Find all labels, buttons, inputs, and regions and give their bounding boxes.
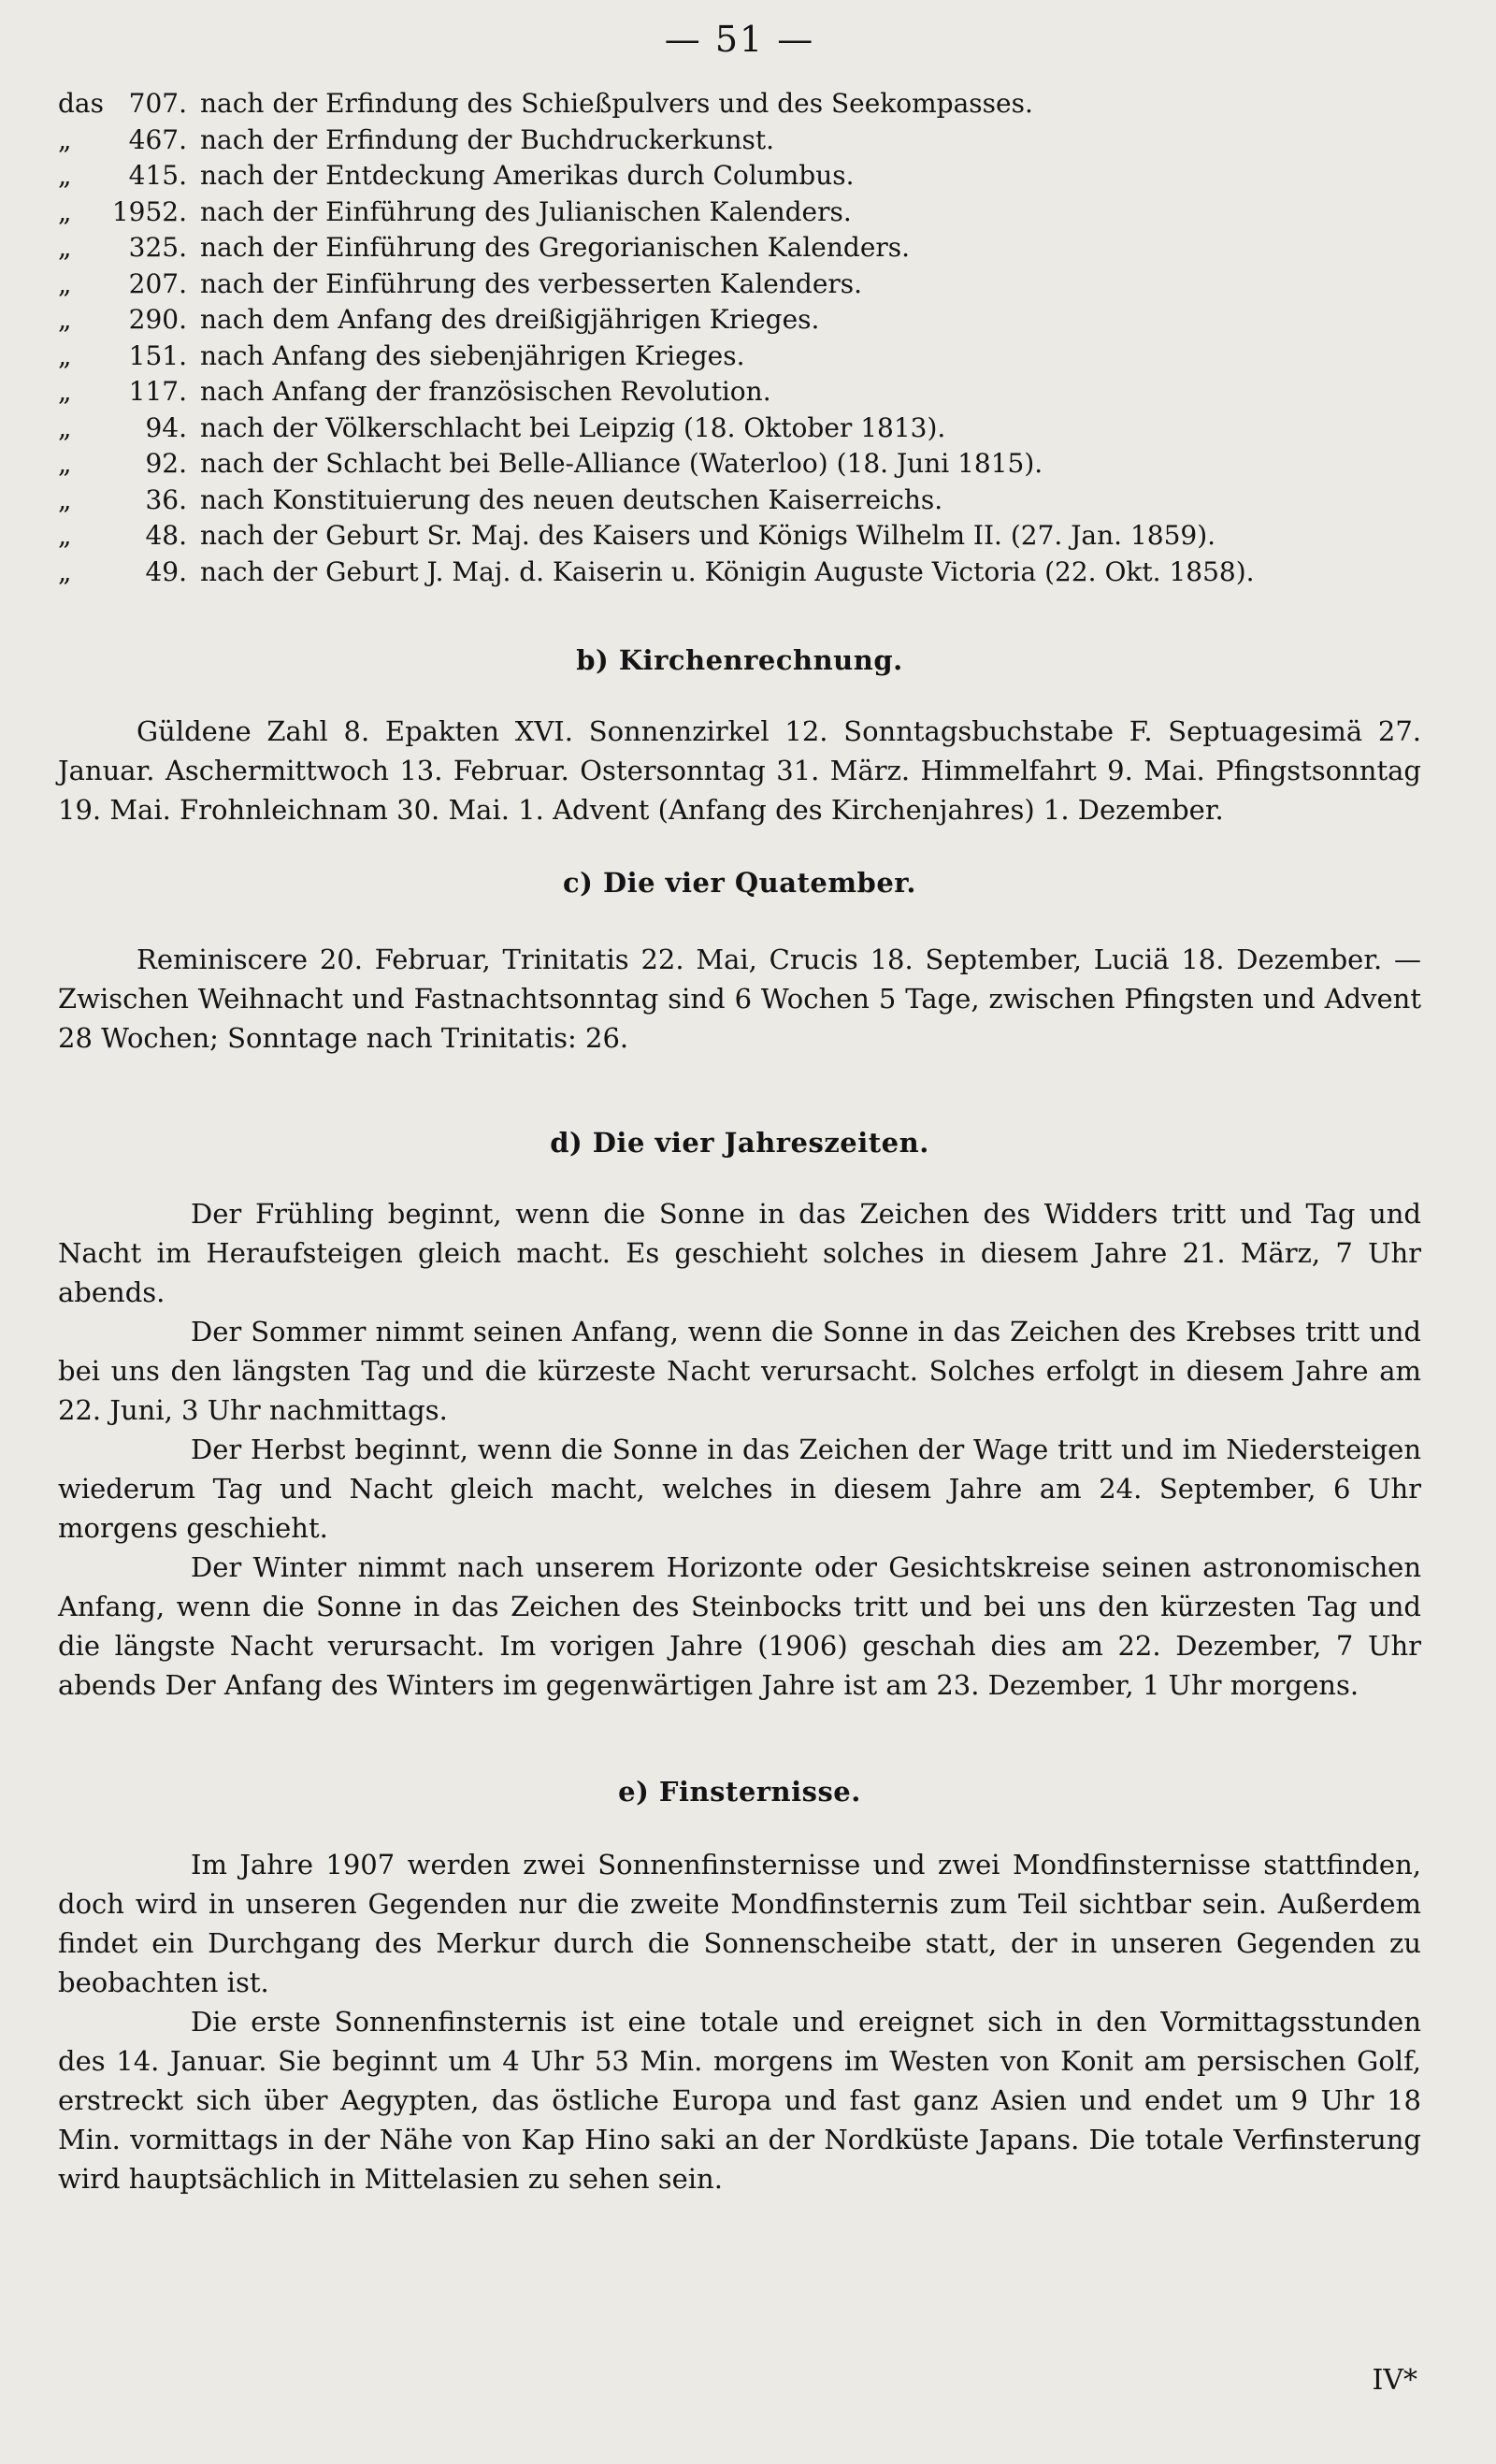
era-years: 92. — [145, 448, 187, 479]
era-prefix: „ — [58, 520, 72, 551]
era-prefix: das — [58, 88, 104, 119]
list-item — [58, 304, 1421, 340]
list-item — [58, 268, 1421, 305]
list-item — [58, 232, 1421, 268]
section-paragraph: Der Winter nimmt nach unserem Horizonte oder Gesichtskreise seinen astronomischen Anfang, wenn die Sonne in das Zeichen des Steinbocks tritt und bei uns den kürzesten Tag und die längste Nacht verursacht. Im vorigen Jahre (1906) geschah dies am 22. Dezember, 7 Uhr abends Der Anfang des Winters im gegenwärtigen Jahre ist am 23. Dezember, 1 Uhr morgens. — [58, 1551, 1421, 1701]
section-heading-jahreszeiten: d) Die vier Jahreszeiten. — [550, 1127, 929, 1159]
section-paragraph: Güldene Zahl 8. Epakten XVI. Sonnenzirkel 12. Sonntagsbuchstabe F. Septuagesimä 27. Januar. Aschermittwoch 13. Februar. Ostersonntag 31. März. Himmelfahrt 9. Mai. Pfingstsonntag 19. Mai. Frohnleichnam 30. Mai. 1. Advent (Anfang des Kirchenjahres) 1. Dezember. — [58, 715, 1421, 826]
era-text: nach der Einführung des Julianischen Kalenders. — [200, 195, 852, 227]
era-text: nach der Völkerschlacht bei Leipzig (18. Oktober 1813). — [200, 411, 946, 443]
era-prefix: „ — [58, 483, 72, 515]
list-item — [58, 196, 1421, 233]
signature-mark: IV* — [1372, 2364, 1417, 2397]
list-item — [58, 556, 1421, 593]
era-prefix: „ — [58, 232, 72, 263]
era-text: nach Anfang der französischen Revolution. — [200, 376, 771, 407]
era-years: 48. — [145, 520, 187, 551]
era-prefix: „ — [58, 304, 72, 335]
era-text: nach der Geburt J. Maj. d. Kaiserin u. Königin Auguste Victoria (22. Okt. 1858). — [200, 555, 1255, 587]
era-years: 290. — [128, 304, 187, 335]
section-paragraph: Der Frühling beginnt, wenn die Sonne in das Zeichen des Widders tritt und Tag und Nacht im Heraufsteigen gleich macht. Es geschieht solches in diesem Jahre 21. März, 7 Uhr abends. — [58, 1198, 1421, 1308]
era-text: nach der Erfindung der Buchdruckerkunst. — [200, 123, 775, 155]
section-heading-finsternisse: e) Finsternisse. — [618, 1776, 861, 1808]
era-text: nach Anfang des siebenjährigen Krieges. — [200, 339, 745, 371]
list-item — [58, 520, 1421, 556]
era-years: 94. — [145, 411, 187, 443]
era-text: nach der Erfindung des Schießpulvers und des Seekompasses. — [200, 88, 1033, 119]
era-text: nach Konstituierung des neuen deutschen Kaiserreichs. — [200, 483, 943, 515]
era-prefix: „ — [58, 411, 72, 443]
era-text: nach der Schlacht bei Belle-Alliance (Waterloo) (18. Juni 1815). — [200, 448, 1043, 479]
era-prefix: „ — [58, 448, 72, 479]
era-prefix: „ — [58, 267, 72, 299]
era-text: nach der Einführung des verbesserten Kalenders. — [200, 267, 863, 299]
list-item — [58, 376, 1421, 412]
section-paragraph: Reminiscere 20. Februar, Trinitatis 22. Mai, Crucis 18. September, Luciä 18. Dezember. — Zwischen Weihnacht und Fastnachtsonntag sind 6 Wochen 5 Tage, zwischen Pfingsten und Advent 28 Wochen; Sonntage nach Trinitatis: 26. — [58, 944, 1421, 1054]
list-item — [58, 160, 1421, 196]
list-item — [58, 340, 1421, 377]
section-paragraph: Der Sommer nimmt seinen Anfang, wenn die Sonne in das Zeichen des Krebses tritt und bei uns den längsten Tag und die kürzeste Nacht verursacht. Solches erfolgt in diesem Jahre am 22. Juni, 3 Uhr nachmittags. — [58, 1316, 1421, 1426]
section-heading-kirchenrechnung: b) Kirchenrechnung. — [576, 644, 903, 676]
era-prefix: „ — [58, 195, 72, 227]
era-years: 36. — [145, 483, 187, 515]
era-years: 707. — [128, 88, 187, 119]
era-list — [58, 88, 1421, 592]
section-paragraph: Die erste Sonnenfinsternis ist eine totale und ereignet sich in den Vormittagsstunden des 14. Januar. Sie beginnt um 4 Uhr 53 Min. morgens im Westen von Konit am persischen Golf, erstreckt sich über Aegypten, das östliche Europa und fast ganz Asien und endet um 9 Uhr 18 Min. vormittags in der Nähe von Kap Hino saki an der Nordküste Japans. Die totale Verfinsterung wird hauptsächlich in Mittelasien zu sehen sein. — [58, 2006, 1421, 2195]
era-years: 49. — [145, 555, 187, 587]
era-years: 207. — [128, 267, 187, 299]
era-years: 1952. — [111, 195, 187, 227]
section-paragraph: Der Herbst beginnt, wenn die Sonne in das Zeichen der Wage tritt und im Niedersteigen wiederum Tag und Nacht gleich macht, welches in diesem Jahre am 24. September, 6 Uhr morgens geschieht. — [58, 1434, 1421, 1544]
era-prefix: „ — [58, 339, 72, 371]
era-text: nach der Einführung des Gregorianischen Kalenders. — [200, 232, 911, 263]
era-prefix: „ — [58, 160, 72, 191]
section-heading-quatember: c) Die vier Quatember. — [563, 867, 916, 899]
section-paragraph: Im Jahre 1907 werden zwei Sonnenfinsternisse und zwei Mondfinsternisse stattfinden, doch wird in unseren Gegenden nur die zweite Mondfinsternis zum Teil sichtbar sein. Außerdem findet ein Durchgang des Merkur durch die Sonnenscheibe statt, der in unseren Gegenden zu beobachten ist. — [58, 1849, 1421, 1998]
era-text: nach der Geburt Sr. Maj. des Kaisers und Königs Wilhelm II. (27. Jan. 1859). — [200, 520, 1216, 551]
list-item — [58, 124, 1421, 161]
era-prefix: „ — [58, 376, 72, 407]
list-item — [58, 448, 1421, 484]
era-years: 325. — [128, 232, 187, 263]
era-prefix: „ — [58, 123, 72, 155]
era-years: 151. — [128, 339, 187, 371]
era-years: 415. — [128, 160, 187, 191]
era-text: nach der Entdeckung Amerikas durch Columbus. — [200, 160, 855, 191]
list-item — [58, 484, 1421, 521]
era-prefix: „ — [58, 555, 72, 587]
list-item — [58, 88, 1421, 124]
era-years: 467. — [128, 123, 187, 155]
list-item — [58, 412, 1421, 449]
era-years: 117. — [128, 376, 187, 407]
era-text: nach dem Anfang des dreißigjährigen Krieges. — [200, 304, 820, 335]
page-number: — 51 — — [664, 19, 815, 60]
